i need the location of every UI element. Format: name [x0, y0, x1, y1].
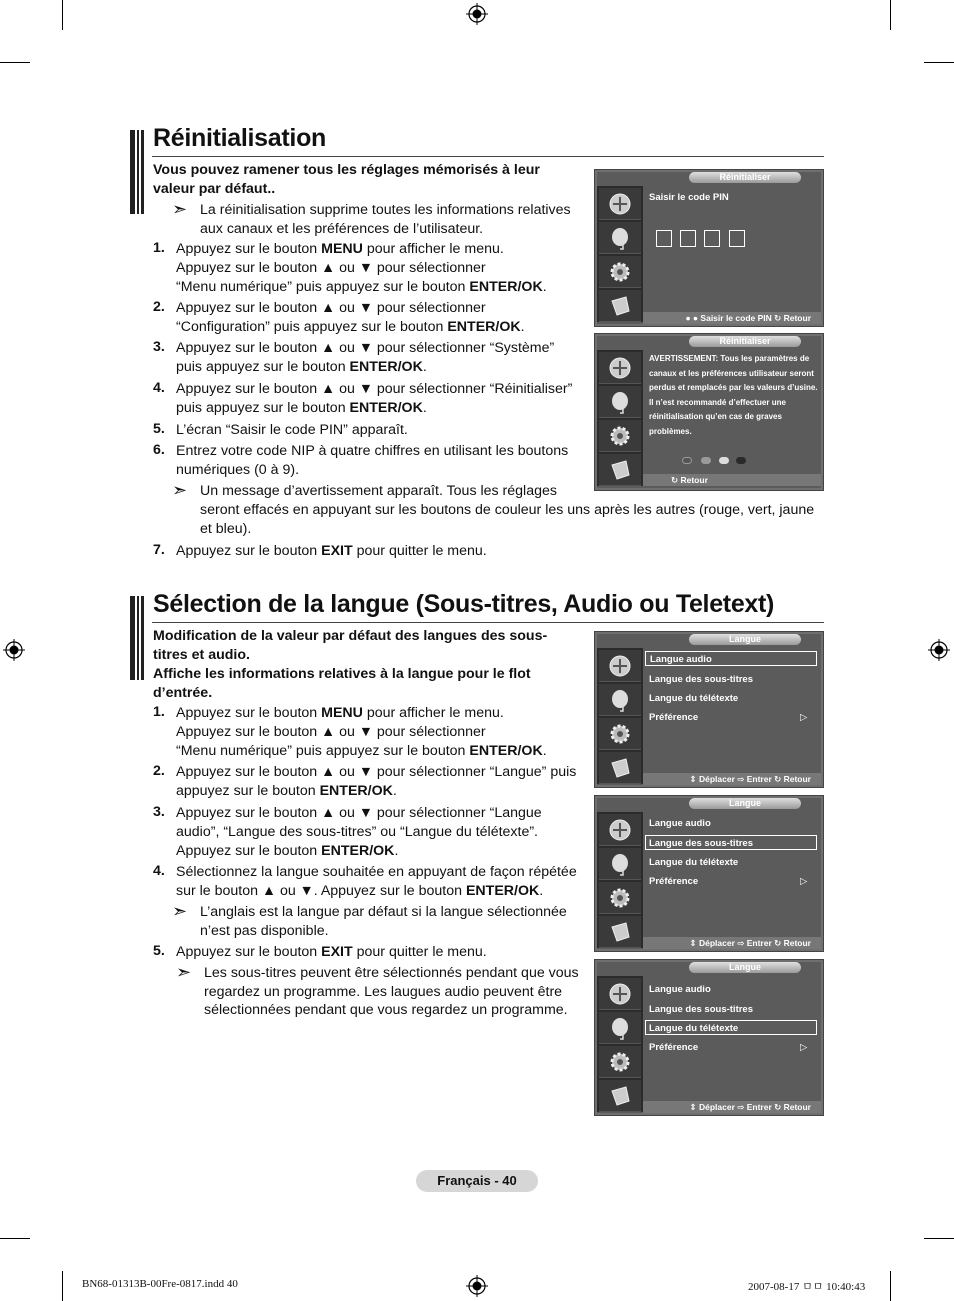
chevron-right-icon: ▷ [800, 712, 808, 723]
menu-item-pr-f-rence[interactable]: Préférence [649, 876, 699, 887]
section1-note1: La réinitialisation supprime toutes les informations relatives aux canaux et les préférences de l’utilisateur. [200, 202, 571, 237]
color-dot-red [682, 457, 692, 464]
step-line: Appuyez sur le bouton ▲ ou ▼ pour sélectionner “Système” [176, 340, 555, 356]
step-line: audio”, “Langue des sous-titres” ou “Langue du télétexte”. [176, 823, 539, 840]
page-number: Français - 40 [416, 1170, 538, 1192]
sound-settings-icon[interactable] [599, 848, 641, 880]
menu-item-pr-f-rence[interactable]: Préférence [649, 1042, 699, 1053]
menu-item-langue-des-sous-titres[interactable]: Langue des sous-titres [649, 838, 753, 849]
section2-note2: Les sous-titres peuvent être sélectionnés pendant que vous regardez un programme. Les laugues audio peuvent être sélectionnées pendant que vous regardez un programme. [204, 965, 579, 1019]
pin-digit-3[interactable] [704, 230, 720, 247]
step-number: 7. [153, 542, 165, 558]
input-settings-icon[interactable] [599, 1080, 641, 1112]
step-number: 4. [153, 863, 165, 879]
note-arrow-icon: ➣ [172, 480, 188, 500]
tv-screen-pin [594, 169, 824, 327]
screen-title: Langue [689, 634, 801, 645]
tv-screen-warning [594, 333, 824, 491]
menu-item-langue-des-sous-titres[interactable]: Langue des sous-titres [649, 1004, 753, 1015]
note-arrow-icon: ➣ [172, 901, 188, 921]
warning-text: AVERTISSEMENT: Tous les paramètres de canaux et les préférences utilisateur seront perdus et remplacés par les valeurs d’usine. Il n’est recommandé d’effectuer une réinitialisation qu’en cas de graves problèmes. [649, 354, 818, 436]
file-info: BN68-01313B-00Fre-0817.indd 40 [82, 1278, 238, 1290]
step-line: Appuyez sur le bouton ▲ ou ▼ pour sélectionner [176, 300, 486, 316]
section1-step7: Appuyez sur le bouton EXIT pour quitter le menu. [176, 543, 487, 559]
step-line: numériques (0 à 9). [176, 461, 300, 478]
picture-settings-icon[interactable] [599, 352, 641, 384]
step-line: puis appuyez sur le bouton ENTER/OK. [176, 358, 427, 375]
setup-gear-icon[interactable] [599, 718, 641, 750]
section-bar [137, 130, 139, 214]
screen-title: Langue [689, 962, 801, 973]
step-line: appuyez sur le bouton ENTER/OK. [176, 782, 397, 799]
section2-intro2: Affiche les informations relatives à la langue pour le flot d’entrée. [153, 666, 531, 701]
setup-gear-icon[interactable] [599, 256, 641, 288]
picture-settings-icon[interactable] [599, 650, 641, 682]
tv-screen-language-1 [594, 631, 824, 788]
step-number: 6. [153, 442, 165, 458]
picture-settings-icon[interactable] [599, 814, 641, 846]
step-line: Appuyez sur le bouton MENU pour afficher le menu. [176, 705, 504, 721]
section2-step5: Appuyez sur le bouton EXIT pour quitter le menu. [176, 944, 487, 960]
color-dot-blue [736, 457, 746, 464]
screen-footer: ⇕ Déplacer ⇨ Entrer ↻ Retour [643, 773, 821, 785]
color-dot-green [701, 457, 711, 464]
pin-digit-4[interactable] [729, 230, 745, 247]
step-number: 2. [153, 299, 165, 315]
chevron-right-icon: ▷ [800, 1042, 808, 1053]
section1-note2-line1: Un message d’avertissement apparaît. Tous les réglages [200, 483, 557, 499]
screen-title: Réinitialiser [689, 336, 801, 347]
section2-intro1: Modification de la valeur par défaut des langues des sous-titres et audio. [153, 628, 548, 663]
section2-note1: L’anglais est la langue par défaut si la langue sélectionnée n’est pas disponible. [200, 904, 567, 939]
section-title-language: Sélection de la langue (Sous-titres, Audio ou Teletext) [153, 590, 775, 618]
menu-item-pr-f-rence[interactable]: Préférence [649, 712, 699, 723]
input-settings-icon[interactable] [599, 454, 641, 486]
step-line: Appuyez sur le bouton ▲ ou ▼ pour sélectionner [176, 259, 486, 276]
setup-gear-icon[interactable] [599, 882, 641, 914]
screen-footer: ⇕ Déplacer ⇨ Entrer ↻ Retour [643, 1101, 821, 1113]
section-rule [152, 156, 824, 157]
input-settings-icon[interactable] [599, 290, 641, 322]
note-arrow-icon: ➣ [176, 962, 192, 982]
screen-title: Langue [689, 798, 801, 809]
menu-item-langue-audio[interactable]: Langue audio [649, 984, 711, 995]
section-bar [141, 596, 144, 680]
screen-footer: ⇕ Déplacer ⇨ Entrer ↻ Retour [643, 937, 821, 949]
pin-digit-2[interactable] [680, 230, 696, 247]
section-title-reset: Réinitialisation [153, 124, 327, 152]
registration-mark-icon [466, 1275, 488, 1297]
print-date: 2007-08-17 ㅁㅁ 10:40:43 [748, 1281, 866, 1293]
menu-item-langue-du-t-l-texte[interactable]: Langue du télétexte [649, 857, 739, 868]
setup-gear-icon[interactable] [599, 420, 641, 452]
registration-mark-icon [928, 639, 950, 661]
sound-settings-icon[interactable] [599, 386, 641, 418]
section-bar [137, 596, 139, 680]
pin-label: Saisir le code PIN [649, 192, 729, 203]
step-line: “Menu numérique” puis appuyez sur le bouton ENTER/OK. [176, 742, 547, 759]
section-bar [141, 130, 144, 214]
tv-screen-language-2 [594, 795, 824, 952]
menu-item-langue-des-sous-titres[interactable]: Langue des sous-titres [649, 674, 753, 685]
step-line: Sélectionnez la langue souhaitée en appuyant de façon répétée [176, 864, 577, 880]
menu-item-langue-du-t-l-texte[interactable]: Langue du télétexte [649, 693, 739, 704]
picture-settings-icon[interactable] [599, 188, 641, 220]
step-number: 1. [153, 240, 165, 256]
chevron-right-icon: ▷ [800, 876, 808, 887]
step-line: L’écran “Saisir le code PIN” apparaît. [176, 422, 408, 438]
menu-item-langue-audio[interactable]: Langue audio [649, 818, 711, 829]
section1-note2-line3: et bleu). [200, 521, 252, 537]
step-number: 2. [153, 763, 165, 779]
screen-footer: ↻ Retour [643, 474, 821, 486]
step-line: “Configuration” puis appuyez sur le bouton ENTER/OK. [176, 318, 525, 335]
step-number: 5. [153, 943, 165, 959]
step-line: Appuyez sur le bouton ▲ ou ▼ pour sélectionner “Réinitialiser” [176, 381, 573, 397]
setup-gear-icon[interactable] [599, 1046, 641, 1078]
section1-note2-line2: seront effacés en appuyant sur les boutons de couleur les uns après les autres (rouge, vert, jaune [200, 502, 815, 518]
section-bar [130, 596, 135, 680]
step-line: Appuyez sur le bouton ▲ ou ▼ pour sélectionner “Langue [176, 805, 542, 821]
sound-settings-icon[interactable] [599, 222, 641, 254]
step-line: Entrez votre code NIP à quatre chiffres en utilisant les boutons [176, 443, 569, 459]
registration-mark-icon [3, 639, 25, 661]
step-line: Appuyez sur le bouton ▲ ou ▼ pour sélectionner “Langue” puis [176, 764, 577, 780]
input-settings-icon[interactable] [599, 916, 641, 948]
sound-settings-icon[interactable] [599, 684, 641, 716]
step-line: Appuyez sur le bouton MENU pour afficher le menu. [176, 241, 504, 257]
registration-mark-icon [466, 3, 488, 25]
step-number: 5. [153, 421, 165, 437]
sound-settings-icon[interactable] [599, 1012, 641, 1044]
step-line: Appuyez sur le bouton ▲ ou ▼ pour sélectionner [176, 723, 486, 740]
section-bar [130, 130, 135, 214]
screen-footer: ● ● Saisir le code PIN ↻ Retour [643, 312, 821, 324]
step-number: 3. [153, 339, 165, 355]
section1-intro: Vous pouvez ramener tous les réglages mémorisés à leur valeur par défaut.. [153, 162, 540, 197]
step-line: “Menu numérique” puis appuyez sur le bouton ENTER/OK. [176, 278, 547, 295]
step-number: 3. [153, 804, 165, 820]
step-line: sur le bouton ▲ ou ▼. Appuyez sur le bouton ENTER/OK. [176, 882, 544, 899]
section-rule [152, 622, 824, 623]
step-line: puis appuyez sur le bouton ENTER/OK. [176, 399, 427, 416]
step-number: 1. [153, 704, 165, 720]
step-line: Appuyez sur le bouton ENTER/OK. [176, 842, 399, 859]
menu-item-langue-audio[interactable]: Langue audio [650, 654, 712, 665]
note-arrow-icon: ➣ [172, 199, 188, 219]
color-dot-yellow [719, 457, 729, 464]
pin-digit-1[interactable] [656, 230, 672, 247]
screen-title: Réinitialiser [689, 172, 801, 183]
menu-item-langue-du-t-l-texte[interactable]: Langue du télétexte [649, 1023, 739, 1034]
picture-settings-icon[interactable] [599, 978, 641, 1010]
input-settings-icon[interactable] [599, 752, 641, 784]
step-number: 4. [153, 380, 165, 396]
tv-screen-language-3 [594, 959, 824, 1116]
